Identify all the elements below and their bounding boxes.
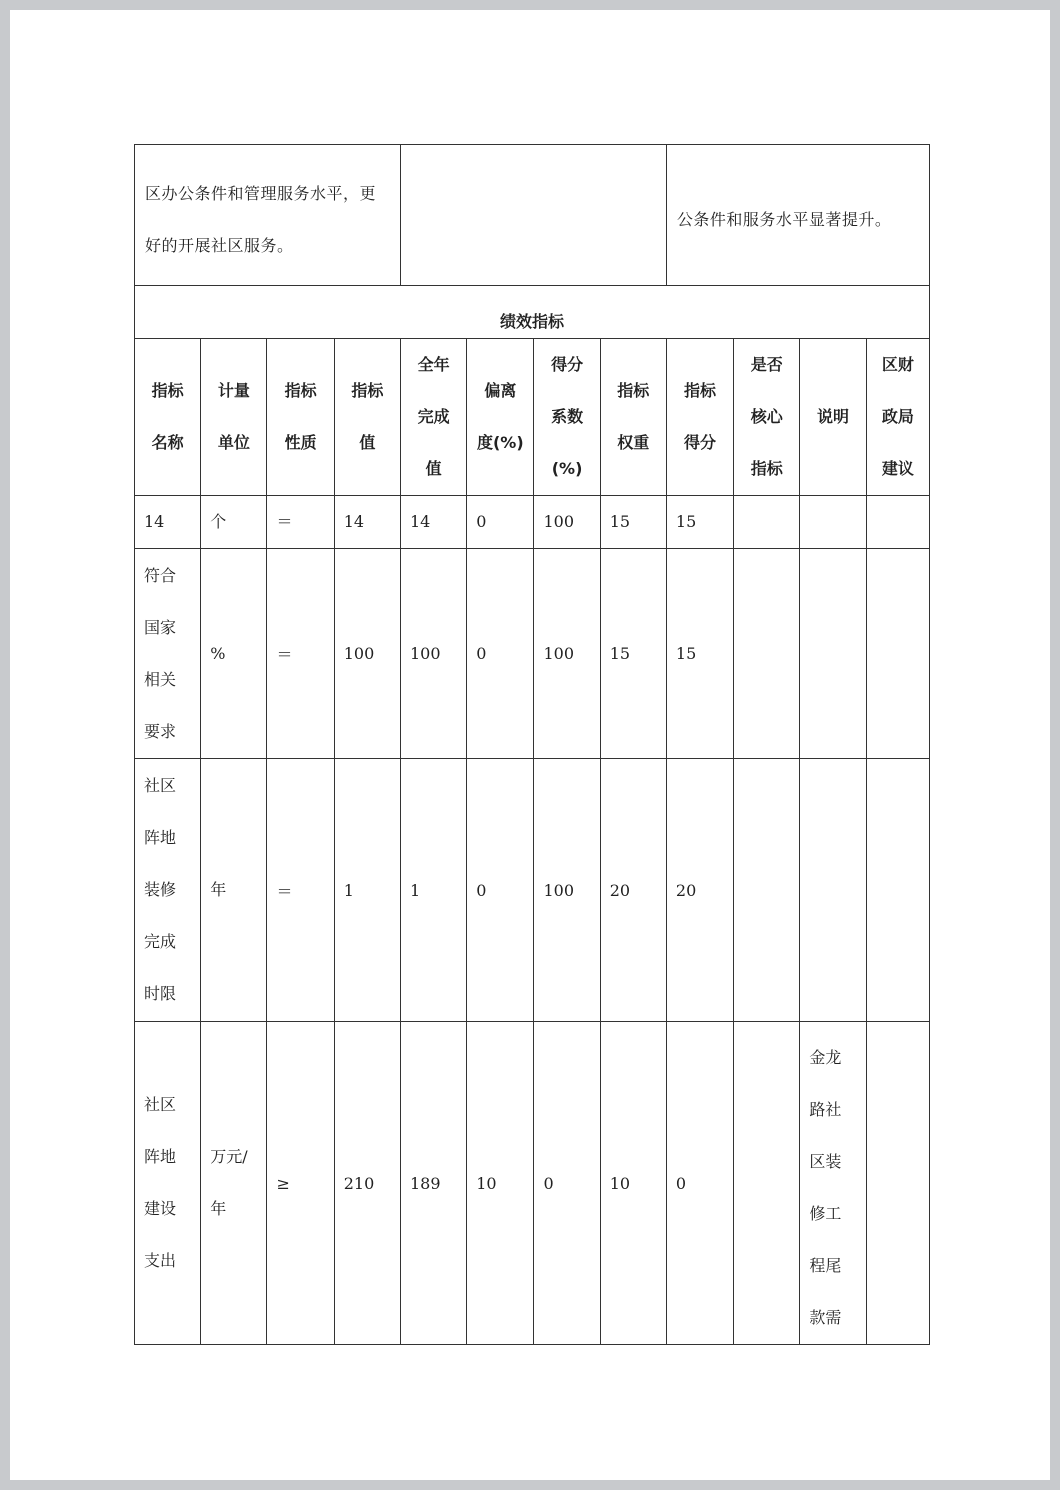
cell-text: 时限 xyxy=(144,984,177,1003)
cell-text: 符合 xyxy=(144,565,177,585)
cell-text: 14 xyxy=(144,512,165,531)
cell-core xyxy=(734,496,800,549)
header-text: 全年 xyxy=(417,355,450,374)
cell-note xyxy=(800,496,866,549)
intro-cell-1 xyxy=(135,145,401,286)
cell-score xyxy=(666,1022,733,1345)
cell-advice xyxy=(866,759,929,1022)
intro-text xyxy=(401,210,666,220)
intro-cell-3 xyxy=(666,145,929,286)
cell-weight xyxy=(600,759,666,1022)
cell-target xyxy=(334,1022,400,1345)
cell-text: 1 xyxy=(343,880,354,900)
cell-text: 国家 xyxy=(144,617,177,637)
header-text: 完成 xyxy=(417,407,450,426)
cell-text: 1 xyxy=(409,880,421,900)
section-title: 绩效指标 xyxy=(499,311,564,331)
cell-text: 100 xyxy=(409,644,441,663)
header-text: 偏离 xyxy=(484,381,517,400)
section-title-row xyxy=(135,286,930,339)
header-text: 政局 xyxy=(881,407,914,426)
cell-note xyxy=(800,759,866,1022)
cell-text: ＝ xyxy=(276,512,293,531)
cell-note xyxy=(800,1022,866,1345)
cell-text: 年 xyxy=(210,880,227,899)
cell-text: 15 xyxy=(675,644,697,663)
cell-name xyxy=(135,1022,201,1345)
cell-text: 0 xyxy=(476,880,487,900)
cell-text: ＝ xyxy=(276,881,293,901)
cell-core xyxy=(734,759,800,1022)
header-text: 得分 xyxy=(684,433,717,452)
cell-text: 100 xyxy=(343,644,375,663)
cell-unit xyxy=(201,549,267,759)
cell-text: 10 xyxy=(609,1173,631,1193)
cell-text: 15 xyxy=(609,512,631,531)
cell-unit xyxy=(201,759,267,1022)
intro-text-line: 公条件和服务水平显著提升。 xyxy=(676,210,892,229)
cell-advice xyxy=(866,496,929,549)
cell-text: 年 xyxy=(210,1199,227,1218)
table-row xyxy=(135,759,930,1022)
header-cell xyxy=(600,339,666,496)
header-text: 说明 xyxy=(817,407,850,426)
cell-text: 100 xyxy=(543,880,574,900)
cell-coef xyxy=(534,496,600,549)
cell-text: 0 xyxy=(543,1173,554,1193)
header-text: 建议 xyxy=(881,459,914,478)
cell-text: ＝ xyxy=(276,645,293,664)
cell-deviation xyxy=(467,1022,534,1345)
cell-text: 装修 xyxy=(144,880,177,899)
cell-text: 阵地 xyxy=(144,828,177,847)
cell-unit xyxy=(201,496,267,549)
header-text: 指标 xyxy=(151,381,184,400)
intro-row xyxy=(135,145,930,286)
cell-text: 程尾 xyxy=(809,1256,842,1275)
cell-score xyxy=(666,496,733,549)
header-text: 权重 xyxy=(617,433,650,452)
header-text: 名称 xyxy=(151,433,184,452)
header-text: (%) xyxy=(551,459,583,478)
cell-deviation xyxy=(467,759,534,1022)
cell-text: 款需 xyxy=(809,1308,842,1327)
cell-weight xyxy=(600,1022,666,1345)
cell-text: 210 xyxy=(343,1173,375,1193)
cell-target xyxy=(334,549,400,759)
cell-actual xyxy=(400,759,466,1022)
header-cell xyxy=(866,339,929,496)
cell-text: 0 xyxy=(476,512,487,531)
cell-deviation xyxy=(467,549,534,759)
cell-core xyxy=(734,1022,800,1345)
section-title-cell xyxy=(135,286,930,339)
cell-actual xyxy=(400,496,466,549)
cell-text: 完成 xyxy=(144,932,177,951)
intro-cell-2 xyxy=(400,145,666,286)
header-cell xyxy=(267,339,334,496)
header-text: 指标 xyxy=(284,381,317,400)
header-cell xyxy=(734,339,800,496)
header-text: 指标 xyxy=(617,381,650,400)
cell-text: 万元/ xyxy=(210,1147,248,1166)
cell-text: 100 xyxy=(543,644,574,663)
cell-nature xyxy=(267,549,334,759)
cell-text: 14 xyxy=(409,512,431,531)
table-body xyxy=(135,496,930,1345)
table-row xyxy=(135,1022,930,1345)
cell-weight xyxy=(600,496,666,549)
table-row xyxy=(135,549,930,759)
cell-text: 支出 xyxy=(144,1251,177,1270)
cell-score xyxy=(666,549,733,759)
header-text: 得分 xyxy=(551,355,584,374)
cell-target xyxy=(334,496,400,549)
cell-text: 金龙 xyxy=(809,1048,842,1067)
cell-nature xyxy=(267,496,334,549)
cell-advice xyxy=(866,549,929,759)
header-text: 是否 xyxy=(750,355,783,374)
header-cell xyxy=(400,339,466,496)
cell-nature xyxy=(267,759,334,1022)
header-text: 性质 xyxy=(284,433,317,452)
table-row xyxy=(135,496,930,549)
performance-table xyxy=(134,144,930,1345)
cell-text: 建设 xyxy=(144,1199,177,1218)
cell-text: 14 xyxy=(343,512,365,531)
cell-text: 修工 xyxy=(809,1204,842,1223)
cell-text: 路社 xyxy=(809,1100,842,1119)
header-cell xyxy=(666,339,733,496)
cell-coef xyxy=(534,549,600,759)
cell-target xyxy=(334,759,400,1022)
header-text: 计量 xyxy=(217,381,250,400)
cell-weight xyxy=(600,549,666,759)
cell-unit xyxy=(201,1022,267,1345)
header-text: 值 xyxy=(359,433,376,452)
cell-name xyxy=(135,496,201,549)
cell-name xyxy=(135,549,201,759)
header-cell xyxy=(800,339,866,496)
header-text: 单位 xyxy=(217,433,250,452)
header-text: 区财 xyxy=(881,355,914,374)
cell-actual xyxy=(400,1022,466,1345)
cell-text: 区装 xyxy=(809,1152,842,1171)
header-text: 核心 xyxy=(750,407,783,426)
cell-text: 0 xyxy=(675,1173,687,1193)
header-text: 值 xyxy=(425,459,442,478)
intro-text-line: 好的开展社区服务。 xyxy=(145,236,294,255)
cell-note xyxy=(800,549,866,759)
cell-text: 社区 xyxy=(144,1095,177,1114)
header-cell xyxy=(334,339,400,496)
header-cell xyxy=(467,339,534,496)
document-page xyxy=(10,10,1050,1480)
cell-coef xyxy=(534,759,600,1022)
cell-core xyxy=(734,549,800,759)
intro-text-line: 区办公条件和管理服务水平，更 xyxy=(145,184,377,203)
header-text: 指标 xyxy=(351,381,384,400)
cell-text: 0 xyxy=(476,644,487,663)
cell-text: 189 xyxy=(409,1173,441,1193)
cell-text: 10 xyxy=(476,1173,497,1193)
cell-advice xyxy=(866,1022,929,1345)
header-text: 系数 xyxy=(551,407,584,426)
cell-coef xyxy=(534,1022,600,1345)
header-cell xyxy=(201,339,267,496)
cell-text: 要求 xyxy=(144,721,177,741)
cell-text: 20 xyxy=(609,880,631,900)
cell-text: 100 xyxy=(543,512,574,531)
cell-text: 15 xyxy=(609,644,631,663)
cell-actual xyxy=(400,549,466,759)
cell-text: 阵地 xyxy=(144,1147,177,1166)
header-cell xyxy=(534,339,600,496)
header-text: 指标 xyxy=(750,459,783,478)
cell-text: 15 xyxy=(675,512,697,531)
cell-text: 个 xyxy=(210,512,227,531)
header-text: 指标 xyxy=(684,381,717,400)
header-cell xyxy=(135,339,201,496)
cell-text: % xyxy=(210,643,226,663)
cell-name xyxy=(135,759,201,1022)
cell-deviation xyxy=(467,496,534,549)
cell-nature xyxy=(267,1022,334,1345)
cell-text: 20 xyxy=(675,880,697,900)
cell-score xyxy=(666,759,733,1022)
cell-text: ≥ xyxy=(276,1173,290,1193)
cell-text: 相关 xyxy=(144,669,177,689)
cell-text: 社区 xyxy=(144,776,177,795)
header-text: 度(%) xyxy=(476,433,524,452)
header-row xyxy=(135,339,930,496)
